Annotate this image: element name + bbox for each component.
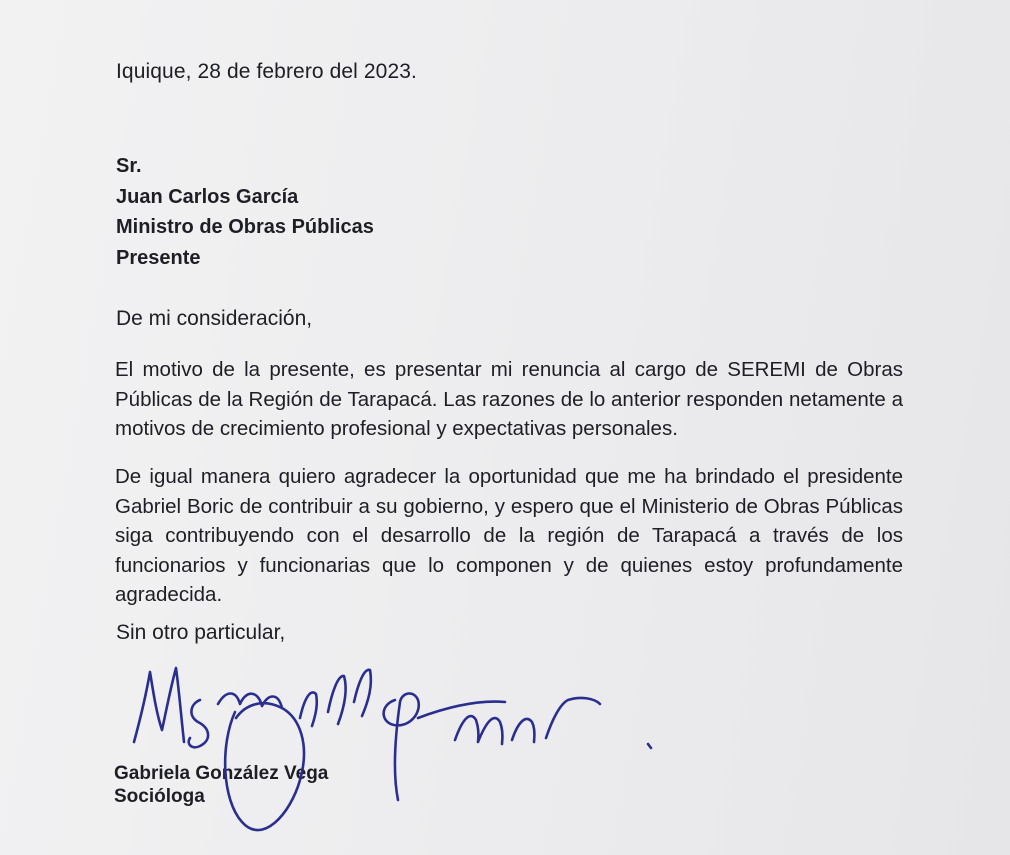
signer-title: Socióloga (114, 786, 205, 807)
recipient-block (116, 151, 374, 273)
recipient-position: Ministro de Obras Públicas (116, 216, 374, 238)
body-paragraph-1: El motivo de la presente, es presentar mi renuncia al cargo de SEREMI de Obras Públicas de la Región de Tarapacá. Las razones de lo anterior responden netamente a motivos de crecimiento profesional y expectativas personales. (115, 358, 903, 440)
body-paragraph-2: De igual manera quiero agradecer la oportunidad que me ha brindado el presidente Gabriel Boric de contribuir a su gobierno, y espero que el Ministerio de Obras Públicas siga contribuyendo con el desarrollo de la región de Tarapacá a través de los funcionarios y funcionarias que lo componen y de quienes estoy profundamente agradecida. (115, 465, 903, 606)
recipient-presence: Presente (116, 246, 201, 269)
salutation: De mi consideración, (116, 307, 313, 330)
closing-line: Sin otro particular, (116, 621, 286, 644)
signer-name: Gabriela González Vega (114, 763, 329, 784)
date-line: Iquique, 28 de febrero del 2023. (116, 60, 417, 83)
recipient-name: Juan Carlos García (116, 185, 299, 208)
recipient-honorific: Sr. (116, 155, 142, 177)
